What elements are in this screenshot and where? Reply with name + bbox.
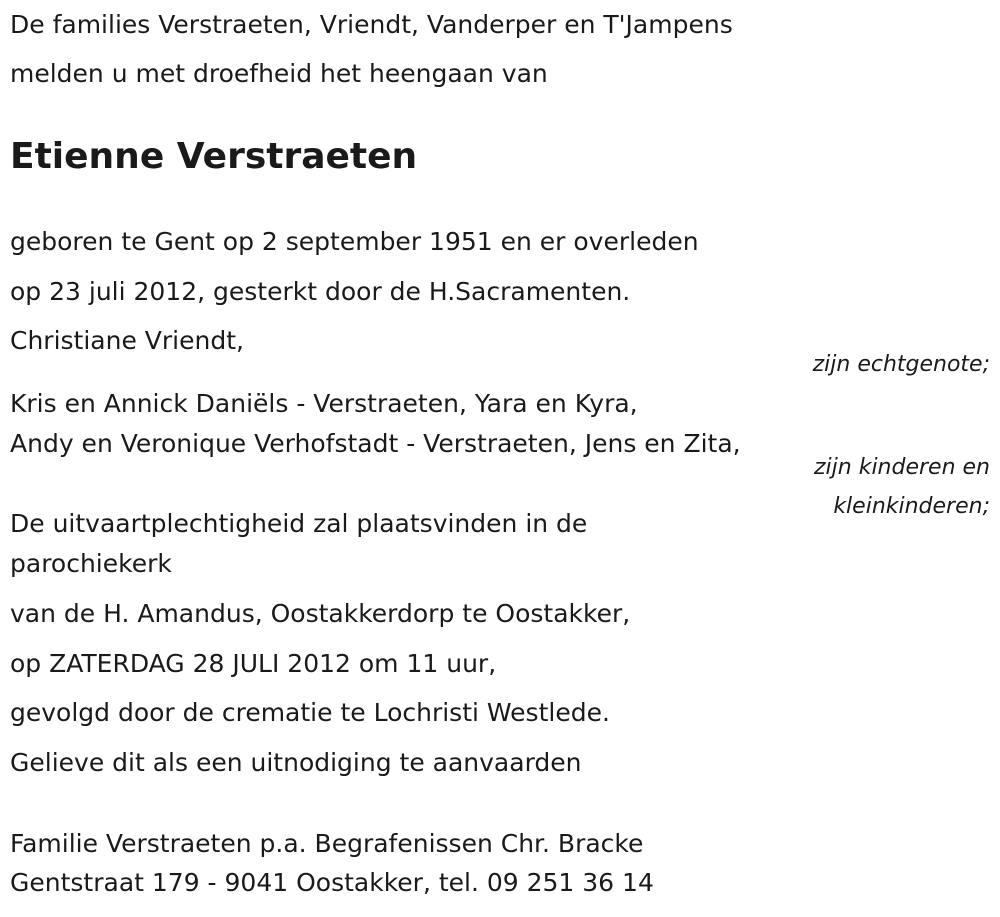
children-line-1: Kris en Annick Daniëls - Verstraeten, Yara en Kyra, bbox=[10, 389, 638, 418]
ceremony-line-2: parochiekerk bbox=[10, 549, 172, 578]
deceased-name: Etienne Verstraeten bbox=[10, 136, 418, 177]
contact-line-2: Gentstraat 179 - 9041 Oostakker, tel. 09 251 36 14 bbox=[10, 868, 654, 897]
children-role-line-2: kleinkinderen; bbox=[833, 494, 990, 519]
ceremony-line-3: van de H. Amandus, Oostakkerdorp te Oostakker, bbox=[10, 599, 631, 628]
intro-line-2: melden u met droefheid het heengaan van bbox=[10, 59, 548, 88]
spouse-role: zijn echtgenote; bbox=[812, 352, 990, 377]
birth-line: geboren te Gent op 2 september 1951 en er overleden bbox=[10, 227, 699, 256]
ceremony-line-5: gevolgd door de crematie te Lochristi Westlede. bbox=[10, 698, 610, 727]
children-line-2: Andy en Veronique Verhofstadt - Verstraeten, Jens en Zita, bbox=[10, 429, 741, 458]
children-role-line-1: zijn kinderen en bbox=[814, 455, 990, 480]
intro-line-1: De families Verstraeten, Vriendt, Vanderper en T'Jampens bbox=[10, 10, 733, 39]
ceremony-line-4: op ZATERDAG 28 JULI 2012 om 11 uur, bbox=[10, 649, 497, 678]
spouse-name: Christiane Vriendt, bbox=[10, 326, 244, 355]
death-line: op 23 juli 2012, gesterkt door de H.Sacramenten. bbox=[10, 277, 631, 306]
ceremony-line-1: De uitvaartplechtigheid zal plaatsvinden in de bbox=[10, 509, 588, 538]
ceremony-line-6: Gelieve dit als een uitnodiging te aanvaarden bbox=[10, 748, 582, 777]
contact-line-1: Familie Verstraeten p.a. Begrafenissen Chr. Bracke bbox=[10, 829, 644, 858]
